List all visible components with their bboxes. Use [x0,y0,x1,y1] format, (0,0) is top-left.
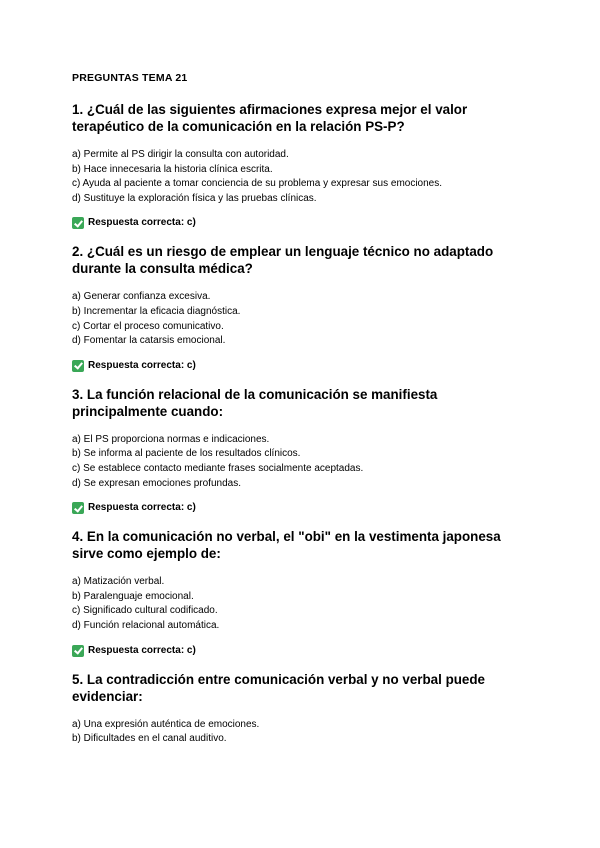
answer-text: Respuesta correcta: c) [88,217,196,229]
question-4 [72,528,532,657]
check-mark-icon [72,645,84,657]
answer-line [72,501,532,515]
option-a: a) Matización verbal. [72,576,165,588]
question-text: 3. La función relacional de la comunicación se manifiesta principalmente cuando: [72,386,438,419]
option-a: a) Permite al PS dirigir la consulta con autoridad. [72,149,289,160]
answer-line [72,359,532,373]
option-b: b) Hace innecesaria la historia clínica escrita. [72,163,273,175]
question-5 [72,671,532,747]
question-2 [72,243,532,372]
option-c: c) Ayuda al paciente a tomar conciencia de su problema y expresar sus emociones. [72,178,443,190]
answer-text: Respuesta correcta: c) [88,359,196,371]
question-text: 2. ¿Cuál es un riesgo de emplear un lenguaje técnico no adaptado durante la consulta médica? [72,244,494,277]
option-b: b) Incrementar la eficacia diagnóstica. [72,305,241,317]
question-text: 4. En la comunicación no verbal, el "obi" en la vestimenta japonesa sirve como ejemplo de: [72,529,501,562]
option-d: d) Sustituye la exploración física y las pruebas clínicas. [72,192,317,204]
options-list [72,718,532,747]
check-mark-icon [72,360,84,372]
answer-line [72,216,532,230]
answer-text: Respuesta correcta: c) [88,502,196,514]
question-1 [72,101,532,230]
question-text: 5. La contradicción entre comunicación verbal y no verbal puede evidenciar: [72,671,485,704]
option-b: b) Dificultades en el canal auditivo. [72,733,227,745]
answer-line [72,644,532,658]
option-c: c) Cortar el proceso comunicativo. [72,320,224,332]
check-mark-icon [72,502,84,514]
answer-text: Respuesta correcta: c) [88,644,196,656]
document-title: PREGUNTAS TEMA 21 [72,72,188,84]
check-mark-icon [72,217,84,229]
question-3 [72,386,532,515]
option-c: c) Significado cultural codificado. [72,605,218,617]
option-d: d) Se expresan emociones profundas. [72,477,241,489]
option-c: c) Se establece contacto mediante frases socialmente aceptadas. [72,462,364,474]
document-page [72,72,532,747]
options-list [72,575,532,633]
option-a: a) Una expresión auténtica de emociones. [72,718,260,730]
option-b: b) Paralenguaje emocional. [72,590,194,602]
question-text: 1. ¿Cuál de las siguientes afirmaciones expresa mejor el valor terapéutico de la comunicación en la relación PS-P? [72,102,468,134]
options-list [72,148,532,206]
option-d: d) Función relacional automática. [72,619,220,631]
options-list [72,433,532,491]
options-list [72,290,532,348]
option-d: d) Fomentar la catarsis emocional. [72,335,226,347]
option-a: a) Generar confianza excesiva. [72,291,211,303]
option-b: b) Se informa al paciente de los resultados clínicos. [72,448,301,460]
option-a: a) El PS proporciona normas e indicaciones. [72,433,270,445]
